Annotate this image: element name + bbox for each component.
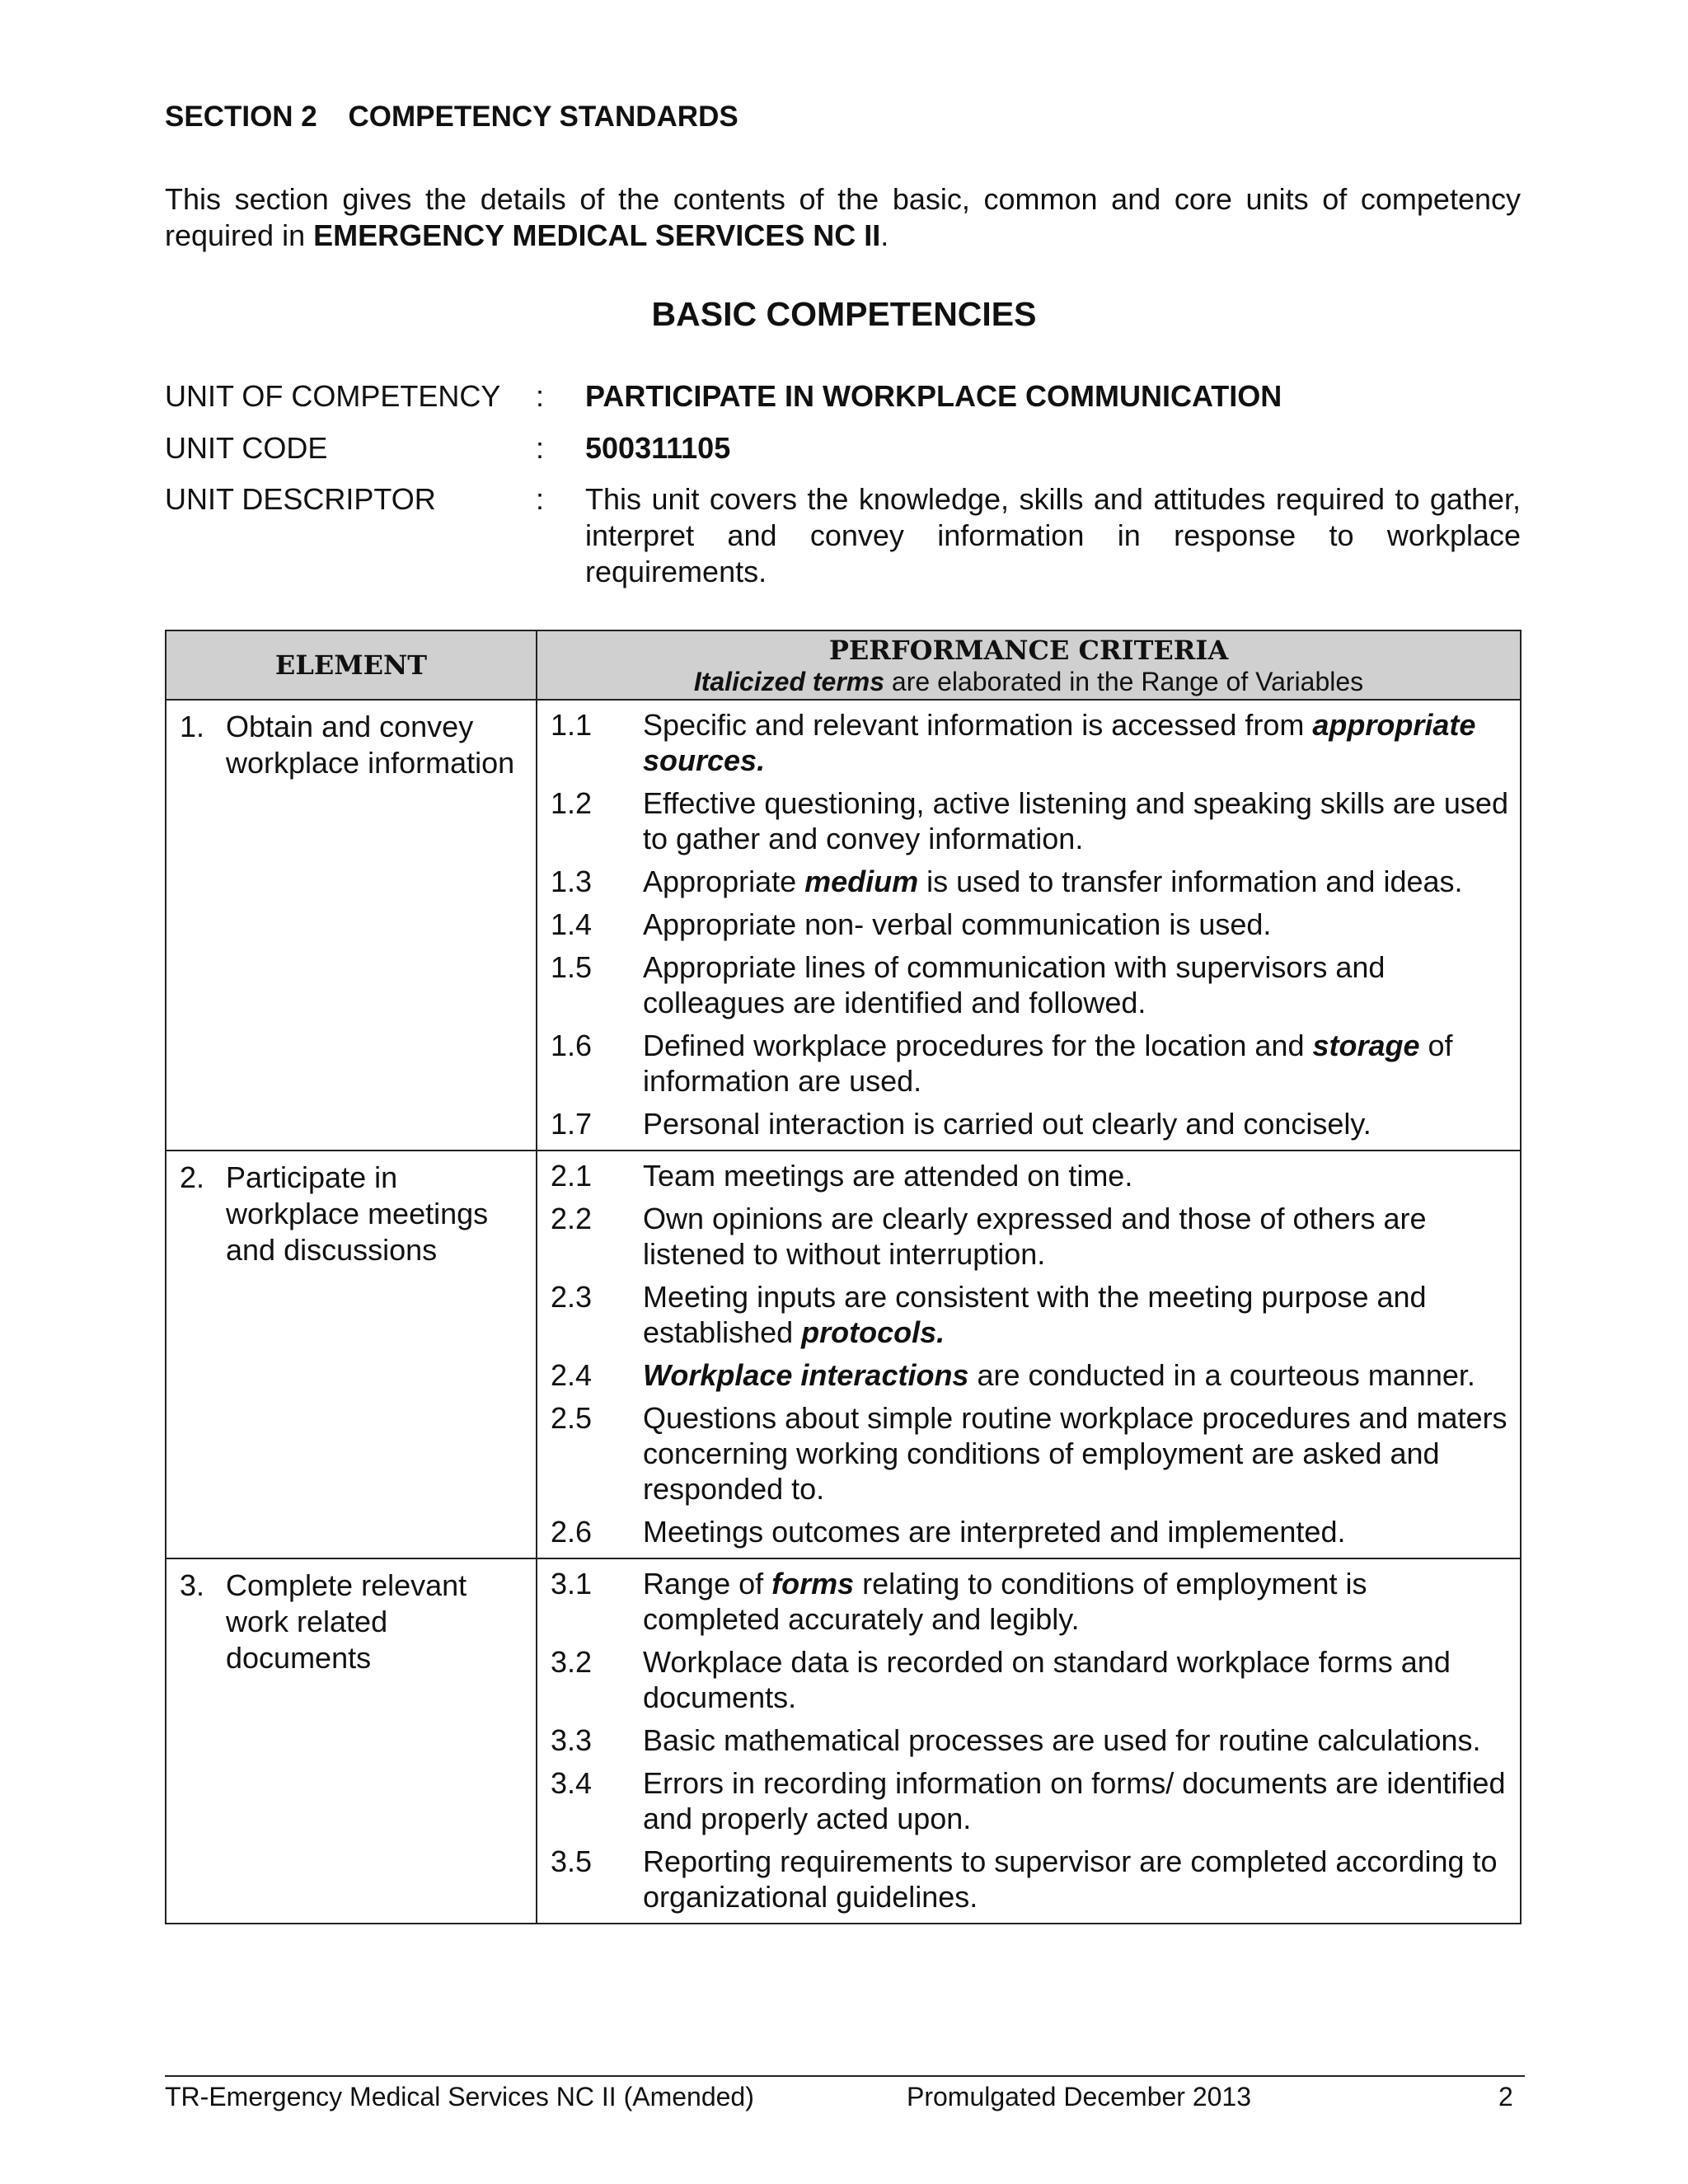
criterion-item xyxy=(551,1400,1510,1507)
section-number: SECTION 2 xyxy=(165,101,317,133)
footer-page-number: 2 xyxy=(1498,2082,1513,2111)
element-number: 3. xyxy=(180,1568,205,1602)
criterion-number: 1.3 xyxy=(551,865,593,898)
criterion-italic-term: protocols. xyxy=(801,1315,945,1349)
criterion-number: 2.6 xyxy=(551,1515,593,1549)
criterion-text xyxy=(643,1722,1510,1758)
criterion-item xyxy=(551,1566,1510,1637)
criterion-text-part: relating to conditions of employment is completed accurately and legibly. xyxy=(643,1567,1367,1636)
criterion-number: 1.5 xyxy=(551,950,593,984)
criterion-text xyxy=(643,1644,1510,1715)
unit-competency-label: UNIT OF COMPETENCY xyxy=(165,379,501,413)
criterion-number: 1.2 xyxy=(551,786,593,820)
page-title: BASIC COMPETENCIES xyxy=(651,295,1037,333)
criterion-italic-term: medium xyxy=(804,865,919,898)
unit-competency-row xyxy=(165,378,1521,415)
criterion-text xyxy=(643,1844,1510,1915)
criterion-text-part: Specific and relevant information is accessed from xyxy=(643,708,1313,742)
element-number: 1. xyxy=(180,710,205,743)
qualification-name: EMERGENCY MEDICAL SERVICES NC II xyxy=(313,218,881,252)
criterion-text xyxy=(643,1028,1510,1099)
criterion-text-part: Basic mathematical processes are used for routine calculations. xyxy=(643,1723,1481,1757)
intro-paragraph xyxy=(165,181,1521,254)
table-header-row xyxy=(166,630,1521,700)
criterion-text xyxy=(643,1400,1510,1507)
criterion-number: 3.4 xyxy=(551,1766,593,1800)
criterion-text-part: Meeting inputs are consistent with the meeting purpose and established xyxy=(643,1280,1427,1349)
criterion-item xyxy=(551,1357,1510,1393)
criterion-number: 2.1 xyxy=(551,1159,593,1193)
criterion-text xyxy=(643,707,1510,778)
criterion-text-part: Appropriate xyxy=(643,865,805,898)
criterion-italic-term: storage xyxy=(1312,1029,1420,1062)
criterion-item xyxy=(551,949,1510,1020)
criterion-text xyxy=(643,1566,1510,1637)
criterion-text-part: Workplace data is recorded on standard workplace forms and documents. xyxy=(643,1645,1451,1714)
criterion-text-part: Appropriate lines of communication with supervisors and colleagues are identified and followed. xyxy=(643,950,1386,1019)
criterion-text-part: Own opinions are clearly expressed and those of others are listened to without interruption. xyxy=(643,1202,1427,1271)
criterion-text-part: Meetings outcomes are interpreted and implemented. xyxy=(643,1515,1346,1549)
element-title: Participate in workplace meetings and discussions xyxy=(226,1160,489,1267)
criterion-item xyxy=(551,785,1510,856)
element-title: Obtain and convey workplace information xyxy=(226,710,515,780)
criterion-text-part: of information are used. xyxy=(643,1029,1453,1098)
criteria-cell xyxy=(537,1151,1521,1558)
criterion-item xyxy=(551,907,1510,942)
criterion-text-part: Questions about simple routine workplace procedures and maters concerning working conditions of employment are asked and responded to. xyxy=(643,1401,1507,1506)
column-header-element: ELEMENT xyxy=(166,630,537,700)
criterion-item xyxy=(551,1722,1510,1758)
criterion-number: 1.1 xyxy=(551,708,593,742)
criterion-item xyxy=(551,1644,1510,1715)
criterion-item xyxy=(551,1279,1510,1350)
criterion-number: 2.4 xyxy=(551,1358,593,1392)
criterion-number: 3.1 xyxy=(551,1567,593,1601)
criteria-cell xyxy=(537,1558,1521,1924)
criterion-number: 3.3 xyxy=(551,1723,593,1757)
criterion-number: 1.4 xyxy=(551,907,593,941)
footer-promulgation-date: Promulgated December 2013 xyxy=(907,2082,1252,2111)
criteria-note-italic: Italicized terms xyxy=(693,667,885,696)
intro-period: . xyxy=(880,218,889,252)
criterion-italic-term: Workplace interactions xyxy=(643,1358,969,1392)
criterion-item xyxy=(551,1158,1510,1193)
criterion-text-part: are conducted in a courteous manner. xyxy=(968,1358,1475,1392)
criterion-number: 3.5 xyxy=(551,1844,593,1878)
table-row xyxy=(166,1151,1521,1558)
footer-divider xyxy=(165,2075,1525,2077)
criterion-item xyxy=(551,1765,1510,1836)
criteria-header-title: PERFORMANCE CRITERIA xyxy=(828,635,1229,666)
element-cell xyxy=(166,1151,537,1558)
unit-code-value: 500311105 xyxy=(585,431,731,465)
criterion-number: 2.3 xyxy=(551,1280,593,1314)
criteria-header-note xyxy=(537,666,1520,697)
section-heading xyxy=(165,101,738,134)
colon: : xyxy=(536,379,545,413)
unit-descriptor-row xyxy=(165,481,1521,590)
table-row xyxy=(166,700,1521,1151)
criterion-text xyxy=(643,1765,1510,1836)
element-number: 2. xyxy=(180,1160,205,1194)
criterion-text-part: Range of xyxy=(643,1567,772,1601)
element-cell xyxy=(166,1558,537,1924)
unit-code-row xyxy=(165,430,1521,466)
unit-code-label: UNIT CODE xyxy=(165,431,328,465)
criteria-note-rest: are elaborated in the Range of Variables xyxy=(884,667,1364,696)
criterion-text xyxy=(643,864,1510,899)
criterion-item xyxy=(551,1028,1510,1099)
criterion-item xyxy=(551,1201,1510,1272)
criterion-text-part: Appropriate non- verbal communication is used. xyxy=(643,907,1272,941)
criterion-text xyxy=(643,1106,1510,1141)
criterion-number: 2.2 xyxy=(551,1202,593,1235)
colon: : xyxy=(536,482,545,516)
criterion-text xyxy=(643,1357,1510,1393)
criterion-item xyxy=(551,707,1510,778)
table-row xyxy=(166,1558,1521,1924)
criterion-item xyxy=(551,1844,1510,1915)
criterion-text-part: Reporting requirements to supervisor are completed according to organizational guidelines. xyxy=(643,1844,1498,1914)
column-header-criteria xyxy=(537,630,1521,700)
criterion-text xyxy=(643,1514,1510,1549)
criterion-text-part: Team meetings are attended on time. xyxy=(643,1159,1133,1193)
footer-document-title: TR-Emergency Medical Services NC II (Amended) xyxy=(165,2082,754,2111)
criterion-text-part: Effective questioning, active listening and speaking skills are used to gather and convey information. xyxy=(643,786,1508,855)
criterion-number: 1.7 xyxy=(551,1107,593,1141)
criterion-text-part: is used to transfer information and ideas. xyxy=(918,865,1463,898)
criterion-text xyxy=(643,785,1510,856)
criterion-italic-term: appropriate sources. xyxy=(643,708,1476,777)
criterion-text-part: Defined workplace procedures for the location and xyxy=(643,1029,1313,1062)
criterion-text xyxy=(643,949,1510,1020)
criterion-text xyxy=(643,1279,1510,1350)
unit-descriptor-label: UNIT DESCRIPTOR xyxy=(165,482,436,516)
criterion-item xyxy=(551,1514,1510,1549)
criterion-item xyxy=(551,1106,1510,1141)
element-title: Complete relevant work related documents xyxy=(226,1568,467,1675)
colon: : xyxy=(536,431,545,465)
element-cell xyxy=(166,700,537,1151)
criterion-number: 3.2 xyxy=(551,1645,593,1679)
criterion-text-part: Errors in recording information on forms/ documents are identified and properly acted upon. xyxy=(643,1766,1506,1835)
criteria-cell xyxy=(537,700,1521,1151)
criterion-number: 1.6 xyxy=(551,1029,593,1062)
criterion-italic-term: forms xyxy=(771,1567,855,1601)
criterion-text xyxy=(643,907,1510,942)
competency-table xyxy=(165,630,1522,1924)
unit-descriptor-value: This unit covers the knowledge, skills and attitudes required to gather, interpret and convey information in response to workplace requirements. xyxy=(585,482,1521,588)
intro-text: This section gives the details of the contents of the basic, common and core units of competency required in xyxy=(165,182,1521,252)
criterion-text xyxy=(643,1158,1510,1193)
criterion-number: 2.5 xyxy=(551,1401,593,1435)
criterion-text-part: Personal interaction is carried out clearly and concisely. xyxy=(643,1107,1372,1141)
criterion-item xyxy=(551,864,1510,899)
section-title: COMPETENCY STANDARDS xyxy=(348,101,738,133)
criterion-text xyxy=(643,1201,1510,1272)
unit-competency-value: PARTICIPATE IN WORKPLACE COMMUNICATION xyxy=(585,379,1282,413)
